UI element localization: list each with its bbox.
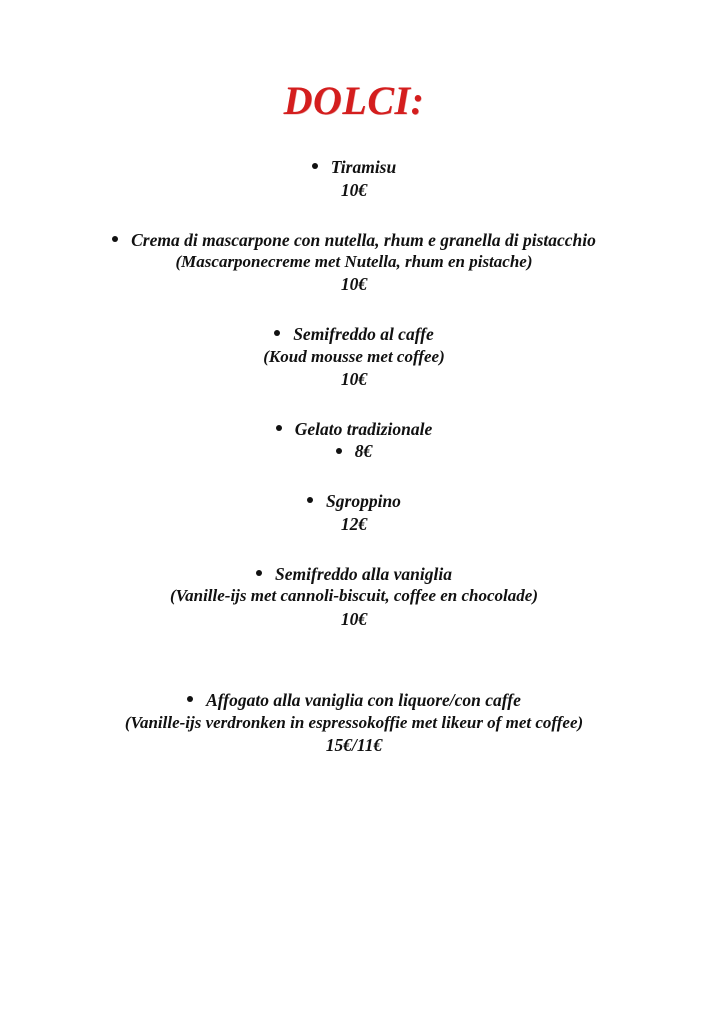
menu-item-name xyxy=(0,418,708,441)
bullet-icon xyxy=(256,570,262,576)
menu-item-translation-text: (Koud mousse met coffee) xyxy=(263,346,445,366)
menu-item-price-text: 15€/11€ xyxy=(325,735,383,756)
menu-item-translation xyxy=(0,585,708,607)
bullet-icon xyxy=(307,497,313,503)
menu-item-name xyxy=(0,229,708,252)
menu-item-translation-text: (Mascarponecreme met Nutella, rhum en pistache) xyxy=(175,252,533,272)
menu-item-price xyxy=(0,179,708,202)
bullet-icon xyxy=(276,425,282,431)
bullet-icon xyxy=(187,696,193,702)
menu-item-price-text: 10€ xyxy=(340,368,368,389)
menu-item-price xyxy=(0,513,708,536)
menu-item-translation-text: (Vanille-ijs verdronken in espressokoffie met likeur of met coffee) xyxy=(124,713,584,733)
menu-item-translation xyxy=(0,712,708,734)
bullet-icon xyxy=(274,330,280,336)
menu-item-name xyxy=(0,156,708,179)
menu-item xyxy=(0,229,708,297)
menu-item-name-text: Sgroppino xyxy=(326,491,401,512)
menu-item xyxy=(0,563,708,631)
bullet-icon xyxy=(336,448,342,454)
menu-item-name-text: Semifreddo al caffe xyxy=(293,324,434,345)
menu-item-price-text: 10€ xyxy=(340,608,368,629)
menu-item-price-text: 12€ xyxy=(340,513,368,534)
menu-item-price xyxy=(0,440,708,463)
menu-item-price xyxy=(0,734,708,757)
menu-item-price xyxy=(0,608,708,631)
menu-item-name xyxy=(0,563,708,586)
menu-item-translation xyxy=(0,251,708,273)
menu-item-price-text: 8€ xyxy=(354,441,373,462)
bullet-icon xyxy=(312,163,318,169)
menu-item xyxy=(0,490,708,536)
menu-item-price xyxy=(0,273,708,296)
menu-item xyxy=(0,418,708,464)
menu-item xyxy=(0,323,708,391)
menu-item-translation-text: (Vanille-ijs met cannoli-biscuit, coffee en chocolade) xyxy=(170,586,538,606)
menu-item-name-text: Tiramisu xyxy=(330,157,397,177)
menu-item-name xyxy=(0,689,708,712)
menu-item xyxy=(0,156,708,202)
page-title: DOLCI: xyxy=(283,78,425,123)
bullet-icon xyxy=(112,236,118,242)
menu-item-name xyxy=(0,490,708,513)
menu-item-name xyxy=(0,323,708,346)
dessert-list xyxy=(0,156,708,757)
menu-item-name-text: Semifreddo alla vaniglia xyxy=(275,563,452,584)
menu-item-price xyxy=(0,368,708,391)
menu-item-name-text: Gelato tradizionale xyxy=(294,418,433,439)
menu-item-name-text: Crema di mascarpone con nutella, rhum e granella di pistacchio xyxy=(131,229,596,250)
menu-item-price-text: 10€ xyxy=(340,274,368,295)
menu-item-price-text: 10€ xyxy=(340,179,368,200)
menu-item xyxy=(0,689,708,757)
menu-item-translation xyxy=(0,346,708,368)
menu-item-name-text: Affogato alla vaniglia con liquore/con caffe xyxy=(206,690,521,711)
